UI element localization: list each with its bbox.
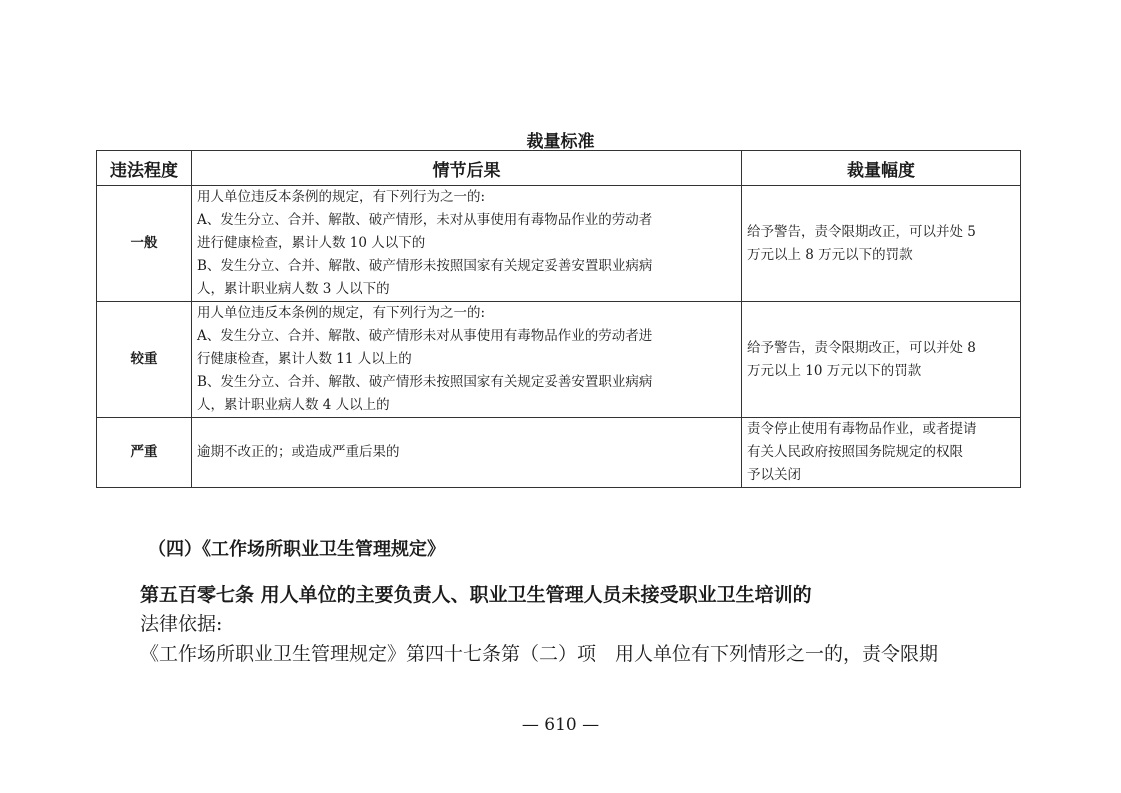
legal-basis-label: 法律依据: <box>140 613 223 635</box>
circumstance-line: 用人单位违反本条例的规定，有下列行为之一的: <box>197 305 486 321</box>
circumstance-line: A、发生分立、合并、解散、破产情形未对从事使用有毒物品作业的劳动者进 <box>197 328 653 344</box>
circumstance-line: 人，累计职业病人数 4 人以上的 <box>197 397 390 413</box>
header-penalty-range: 裁量幅度 <box>742 151 1021 186</box>
table-title: 裁量标准 <box>526 132 595 152</box>
penalty-line: 责令停止使用有毒物品作业，或者提请 <box>747 421 977 437</box>
penalty-line: 万元以上 10 万元以下的罚款 <box>747 362 922 379</box>
penalty-line: 予以关闭 <box>747 467 801 483</box>
table-row <box>97 302 1021 418</box>
circumstance-line: B、发生分立、合并、解散、破产情形未按照国家有关规定妥善安置职业病病 <box>197 374 653 390</box>
table-row <box>97 418 1021 488</box>
circumstance-line: 用人单位违反本条例的规定，有下列行为之一的: <box>197 189 486 205</box>
circumstance-line: 进行健康检查，累计人数 10 人以下的 <box>197 235 426 251</box>
table-header-row <box>97 151 1021 186</box>
penalty-line: 有关人民政府按照国务院规定的权限 <box>747 444 963 460</box>
circumstance-line: 逾期不改正的；或造成严重后果的 <box>197 444 400 460</box>
article-title: 第五百零七条 用人单位的主要负责人、职业卫生管理人员未接受职业卫生培训的 <box>140 584 812 606</box>
row-penalty <box>742 302 1021 418</box>
legal-basis-text: 《工作场所职业卫生管理规定》第四十七条第（二）项 用人单位有下列情形之一的，责令限期 <box>140 643 939 665</box>
section-heading: （四）《工作场所职业卫生管理规定》 <box>148 539 445 560</box>
row-circumstances <box>192 186 742 302</box>
row-circumstances <box>192 302 742 418</box>
circumstance-line: 行健康检查，累计人数 11 人以上的 <box>197 351 412 367</box>
row-level: 严重 <box>97 418 192 488</box>
circumstance-line: A、发生分立、合并、解散、破产情形，未对从事使用有毒物品作业的劳动者 <box>197 212 653 228</box>
row-penalty <box>742 186 1021 302</box>
table-row <box>97 186 1021 302</box>
penalty-line: 万元以上 8 万元以下的罚款 <box>747 246 913 263</box>
penalty-line: 给予警告，责令限期改正，可以并处 8 <box>747 339 976 356</box>
header-circumstances: 情节后果 <box>192 151 742 186</box>
row-level: 较重 <box>97 302 192 418</box>
header-violation-degree: 违法程度 <box>97 151 192 186</box>
penalty-line: 给予警告，责令限期改正，可以并处 5 <box>747 223 976 240</box>
row-circumstances <box>192 418 742 488</box>
row-level: 一般 <box>97 186 192 302</box>
page-number: — 610 — <box>521 715 600 735</box>
circumstance-line: B、发生分立、合并、解散、破产情形未按照国家有关规定妥善安置职业病病 <box>197 258 653 274</box>
circumstance-line: 人，累计职业病人数 3 人以下的 <box>197 281 390 297</box>
row-penalty <box>742 418 1021 488</box>
discretion-standard-table <box>96 150 1021 488</box>
